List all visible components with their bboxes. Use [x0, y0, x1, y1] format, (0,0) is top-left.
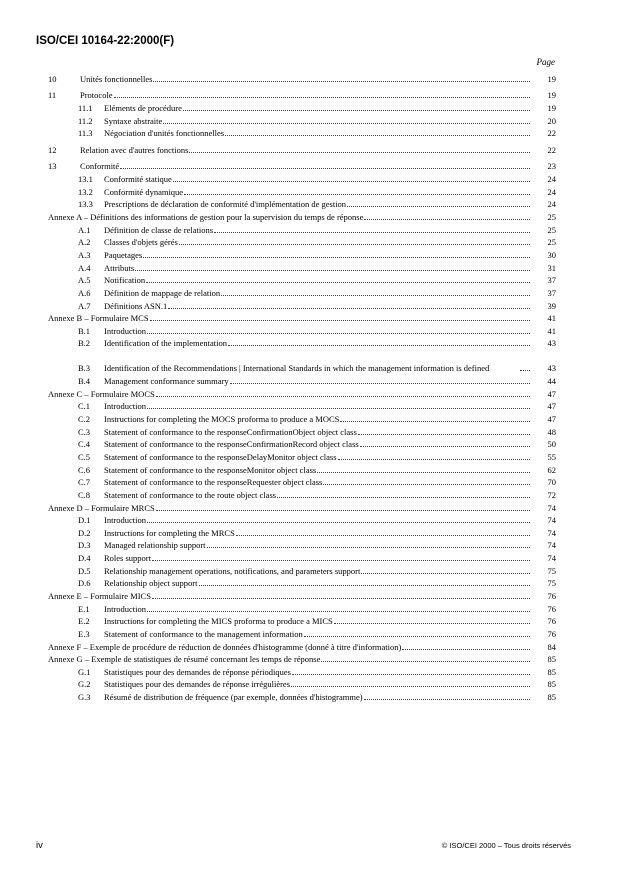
toc-entry-number: 13 — [48, 161, 57, 172]
toc-entry-page: 47 — [547, 401, 556, 412]
toc-entry-number: 13.3 — [78, 199, 93, 210]
toc-entry[interactable] — [48, 374, 556, 387]
dot-leader — [183, 110, 530, 111]
toc-entry-title-wrap — [48, 312, 532, 324]
toc-entry[interactable] — [48, 261, 556, 274]
table-of-contents — [48, 72, 556, 703]
toc-entry-title: Introduction — [104, 325, 147, 336]
dot-leader — [168, 308, 530, 309]
footer-page-number: iv — [36, 840, 43, 851]
toc-entry-title: Statement of conformance to the route object class — [104, 489, 277, 500]
dot-leader — [520, 370, 530, 371]
toc-entry-title: Définitions ASN.1 — [104, 300, 168, 311]
toc-entry-title-wrap — [104, 451, 532, 463]
dot-leader — [292, 674, 530, 675]
toc-entry-title: Instructions for completing the MOCS proforma to produce a MOCS — [104, 414, 340, 425]
toc-entry[interactable] — [48, 514, 556, 527]
toc-entry-number: G.2 — [78, 679, 91, 690]
toc-entry-number: C.8 — [78, 489, 91, 500]
toc-entry-title: Relationship object support — [104, 578, 198, 589]
toc-entry-number: B.1 — [78, 325, 91, 336]
dot-leader — [147, 611, 530, 612]
dot-leader — [338, 459, 531, 460]
toc-entry-title: Conformité — [80, 161, 120, 172]
toc-entry-page: 85 — [547, 692, 556, 703]
dot-leader — [323, 484, 530, 485]
toc-entry-number: 13.2 — [78, 186, 93, 197]
toc-entry-title-wrap — [104, 115, 532, 127]
toc-entry[interactable] — [48, 615, 556, 628]
toc-entry-page: 76 — [547, 616, 556, 627]
dot-leader — [225, 135, 530, 136]
toc-entry[interactable] — [48, 160, 556, 173]
toc-entry-title: Management conformance summary — [104, 376, 229, 387]
toc-entry-title-wrap — [104, 489, 532, 501]
toc-entry[interactable] — [48, 425, 556, 438]
toc-entry-page: 37 — [547, 275, 556, 286]
toc-entry-title-wrap — [104, 127, 532, 139]
toc-entry[interactable] — [48, 185, 556, 198]
footer-copyright: © ISO/CEI 2000 – Tous droits réservés — [441, 841, 571, 850]
toc-entry-title-wrap — [104, 615, 532, 627]
dot-leader — [120, 168, 530, 169]
dot-leader — [152, 560, 530, 561]
toc-entry-page: 48 — [547, 426, 556, 437]
toc-entry-page: 25 — [547, 212, 556, 223]
toc-entry-title: Annexe B – Formulaire MCS — [48, 313, 149, 324]
toc-entry-title-wrap — [80, 73, 532, 85]
dot-leader — [143, 257, 530, 258]
toc-entry-page: 76 — [547, 590, 556, 601]
toc-entry[interactable] — [48, 248, 556, 261]
toc-entry-number: 11.3 — [78, 128, 93, 139]
toc-entry-number: 11.2 — [78, 115, 93, 126]
dot-leader — [135, 270, 530, 271]
toc-entry-title-wrap — [104, 603, 532, 615]
toc-entry-title: Statement of conformance to the responseMonitor object class — [104, 464, 317, 475]
toc-entry-number: A.5 — [78, 275, 91, 286]
toc-entry-title-wrap — [104, 300, 532, 312]
dot-leader — [277, 497, 530, 498]
toc-entry-page: 20 — [547, 115, 556, 126]
toc-entry-title: Instructions for completing the MRCS — [104, 527, 235, 538]
toc-entry-title: Unités fonctionnelles — [80, 73, 153, 84]
toc-entry[interactable] — [48, 274, 556, 287]
toc-entry-number: B.4 — [78, 376, 91, 387]
dot-leader — [334, 623, 530, 624]
toc-entry-title-wrap — [48, 211, 532, 223]
toc-entry-page: 19 — [547, 102, 556, 113]
toc-entry-title-wrap — [104, 691, 532, 703]
toc-entry-title: Statistiques pour des demandes de réponse irrégulières — [104, 679, 291, 690]
dot-leader — [152, 598, 530, 599]
toc-entry[interactable] — [48, 127, 556, 140]
toc-entry-page: 19 — [547, 73, 556, 84]
toc-entry-number: E.1 — [78, 603, 90, 614]
toc-entry-page: 47 — [547, 414, 556, 425]
toc-entry-number: G.3 — [78, 692, 91, 703]
toc-entry-number: C.3 — [78, 426, 91, 437]
toc-entry-title: Définition de mappage de relation — [104, 287, 221, 298]
toc-entry-title-wrap — [48, 641, 532, 653]
toc-entry-title-wrap — [104, 362, 532, 374]
toc-entry-title: Statement of conformance to the responseConfirmationObject object class — [104, 426, 357, 437]
toc-entry[interactable] — [48, 438, 556, 451]
toc-entry-page: 74 — [547, 502, 556, 513]
toc-entry-number: C.6 — [78, 464, 91, 475]
toc-entry-number: E.3 — [78, 628, 90, 639]
toc-entry-page: 70 — [547, 477, 556, 488]
dot-leader — [199, 585, 531, 586]
toc-entry-title-wrap — [104, 527, 532, 539]
toc-entry-title: Statement of conformance to the responseDelayMonitor object class — [104, 451, 337, 462]
toc-entry-page: 84 — [547, 641, 556, 652]
toc-entry[interactable] — [48, 577, 556, 590]
toc-entry-number: B.2 — [78, 338, 91, 349]
toc-entry-title-wrap — [104, 400, 532, 412]
toc-entry-number: A.3 — [78, 249, 91, 260]
toc-entry-title-wrap — [104, 325, 532, 337]
toc-entry-number: 10 — [48, 73, 57, 84]
toc-entry-number: B.3 — [78, 363, 91, 374]
toc-entry[interactable] — [48, 312, 556, 325]
toc-entry-title: Résumé de distribution de fréquence (par exemple, données d'histogramme) — [104, 692, 363, 703]
toc-entry-title: Identification of the implementation — [104, 338, 227, 349]
toc-entry-title-wrap — [48, 590, 532, 602]
toc-entry-number: 11.1 — [78, 102, 93, 113]
toc-entry-title-wrap — [104, 102, 532, 114]
toc-entry-page: 22 — [547, 144, 556, 155]
toc-entry-page: 31 — [547, 262, 556, 273]
toc-entry-page: 25 — [547, 224, 556, 235]
toc-entry-title-wrap — [80, 89, 532, 101]
dot-leader — [153, 81, 530, 82]
toc-entry-title-wrap — [104, 198, 532, 210]
dot-leader — [173, 181, 530, 182]
dot-leader — [221, 295, 530, 296]
toc-entry-title-wrap — [104, 565, 532, 577]
toc-entry-title: Notification — [104, 275, 146, 286]
toc-entry-title: Introduction — [104, 603, 147, 614]
toc-entry-title: Roles support — [104, 553, 151, 564]
toc-entry[interactable] — [48, 72, 556, 85]
toc-entry-title-wrap — [104, 262, 532, 274]
toc-entry-page: 74 — [547, 515, 556, 526]
toc-entry-title: Annexe G – Exemple de statistiques de résumé concernant les temps de réponse — [48, 654, 321, 665]
toc-entry-number: A.1 — [78, 224, 91, 235]
toc-entry-title-wrap — [48, 502, 532, 514]
toc-entry-title: Instructions for completing the MICS proforma to produce a MICS — [104, 616, 333, 627]
toc-entry-number: C.5 — [78, 451, 91, 462]
toc-entry-title: Eléments de procédure — [104, 102, 182, 113]
toc-entry-page: 25 — [547, 237, 556, 248]
toc-entry-page: 85 — [547, 666, 556, 677]
toc-entry-page: 76 — [547, 603, 556, 614]
toc-entry-page: 41 — [547, 325, 556, 336]
dot-leader — [317, 472, 530, 473]
toc-entry-page: 43 — [547, 363, 556, 374]
dot-leader — [150, 320, 530, 321]
dot-leader — [114, 97, 530, 98]
toc-entry-title: Statistiques pour des demandes de réponse périodiques — [104, 666, 291, 677]
dot-leader — [358, 434, 530, 435]
toc-entry-number: E.2 — [78, 616, 90, 627]
toc-entry-number: D.4 — [78, 553, 91, 564]
toc-entry[interactable] — [48, 463, 556, 476]
toc-entry-number: C.7 — [78, 477, 91, 488]
toc-entry-title-wrap — [104, 426, 532, 438]
toc-entry-page: 24 — [547, 174, 556, 185]
toc-entry[interactable] — [48, 299, 556, 312]
toc-entry-title-wrap — [104, 438, 532, 450]
toc-entry-page: 22 — [547, 128, 556, 139]
toc-entry-title: Classes d'objets gérés — [104, 237, 178, 248]
dot-leader — [184, 194, 530, 195]
toc-entry-number: C.1 — [78, 401, 91, 412]
toc-entry-title-wrap — [48, 653, 532, 665]
toc-entry-page: 55 — [547, 451, 556, 462]
toc-entry-page: 19 — [547, 90, 556, 101]
toc-entry[interactable] — [48, 198, 556, 211]
dot-leader — [214, 232, 530, 233]
toc-entry[interactable] — [48, 690, 556, 703]
dot-leader — [189, 152, 530, 153]
dot-leader — [156, 396, 530, 397]
dot-leader — [304, 636, 530, 637]
toc-entry-number: A.6 — [78, 287, 91, 298]
toc-entry-title: Conformité statique — [104, 174, 172, 185]
document-header: ISO/CEI 10164-22:2000(F) — [36, 35, 175, 47]
toc-entry-page: 76 — [547, 628, 556, 639]
toc-entry-title-wrap — [48, 388, 532, 400]
toc-entry-title: Protocole — [80, 90, 113, 101]
toc-entry-title: Identification of the Recommendations | International Standards in which the management information is defined — [104, 363, 490, 374]
dot-leader — [291, 686, 530, 687]
toc-entry-title-wrap — [104, 249, 532, 261]
toc-entry[interactable] — [48, 89, 556, 102]
dot-leader — [364, 699, 530, 700]
toc-entry-page: 74 — [547, 540, 556, 551]
toc-entry-title-wrap — [80, 144, 532, 156]
dot-leader — [236, 535, 530, 536]
toc-entry-title-wrap — [104, 539, 532, 551]
dot-leader — [147, 408, 530, 409]
toc-entry-page: 74 — [547, 553, 556, 564]
toc-entry-page: 39 — [547, 300, 556, 311]
toc-entry-title-wrap — [104, 666, 532, 678]
dot-leader — [207, 547, 530, 548]
toc-entry-title: Annexe D – Formulaire MRCS — [48, 502, 155, 513]
toc-entry-title: Statement of conformance to the responseConfirmationRecord object class — [104, 439, 359, 450]
toc-entry-title: Paquetages — [104, 249, 143, 260]
toc-entry[interactable] — [48, 488, 556, 501]
dot-leader — [361, 573, 530, 574]
toc-entry-page: 47 — [547, 388, 556, 399]
toc-entry-title: Managed relationship support — [104, 540, 206, 551]
dot-leader — [228, 345, 530, 346]
toc-entry-page: 74 — [547, 527, 556, 538]
toc-entry-title: Attributs — [104, 262, 135, 273]
toc-entry-page: 37 — [547, 287, 556, 298]
dot-leader — [321, 661, 530, 662]
toc-entry-title-wrap — [104, 337, 532, 349]
toc-entry-title-wrap — [104, 413, 532, 425]
dot-leader — [147, 522, 530, 523]
toc-entry-title: Relation avec d'autres fonctions — [80, 144, 189, 155]
toc-entry-number: C.2 — [78, 414, 91, 425]
toc-entry[interactable] — [48, 602, 556, 615]
toc-entry[interactable] — [48, 501, 556, 514]
toc-entry-title-wrap — [104, 552, 532, 564]
toc-entry-page: 75 — [547, 565, 556, 576]
toc-entry[interactable] — [48, 589, 556, 602]
toc-entry-page: 85 — [547, 679, 556, 690]
toc-entry-title: Conformité dynamique — [104, 186, 184, 197]
toc-entry-title: Annexe E – Formulaire MICS — [48, 590, 151, 601]
toc-entry[interactable] — [48, 210, 556, 223]
toc-entry-title: Définition de classe de relations — [104, 224, 214, 235]
toc-entry[interactable] — [48, 101, 556, 114]
toc-entry-title: Syntaxe abstraite — [104, 115, 163, 126]
toc-entry-page: 30 — [547, 249, 556, 260]
toc-entry-title-wrap — [80, 160, 532, 172]
toc-entry-page: 72 — [547, 489, 556, 500]
toc-entry-page: 44 — [547, 376, 556, 387]
toc-entry-title-wrap — [104, 464, 532, 476]
toc-entry-number: 12 — [48, 144, 57, 155]
toc-entry-title: Prescriptions de déclaration de conformité d'implémentation de gestion — [104, 199, 347, 210]
toc-entry-number: D.1 — [78, 515, 91, 526]
toc-entry[interactable] — [48, 412, 556, 425]
dot-leader — [402, 649, 530, 650]
toc-entry-number: C.4 — [78, 439, 91, 450]
toc-entry[interactable] — [48, 476, 556, 489]
dot-leader — [347, 206, 530, 207]
toc-entry-title: Statement of conformance to the management information — [104, 628, 303, 639]
toc-entry[interactable] — [48, 665, 556, 678]
toc-entry-number: A.2 — [78, 237, 91, 248]
toc-entry[interactable] — [48, 387, 556, 400]
toc-entry[interactable] — [48, 324, 556, 337]
toc-entry[interactable] — [48, 223, 556, 236]
toc-entry-number: 11 — [48, 90, 57, 101]
toc-entry[interactable] — [48, 236, 556, 249]
toc-entry-page: 24 — [547, 186, 556, 197]
dot-leader — [163, 123, 530, 124]
toc-entry-number: A.4 — [78, 262, 91, 273]
toc-entry[interactable] — [48, 653, 556, 666]
toc-entry-page: 43 — [547, 338, 556, 349]
toc-entry[interactable] — [48, 678, 556, 691]
dot-leader — [146, 282, 530, 283]
toc-entry[interactable] — [48, 400, 556, 413]
toc-entry-title-wrap — [104, 577, 532, 589]
toc-entry[interactable] — [48, 564, 556, 577]
toc-entry-title: Introduction — [104, 515, 147, 526]
toc-entry-number: 13.1 — [78, 174, 93, 185]
toc-entry[interactable] — [48, 450, 556, 463]
toc-entry[interactable] — [48, 640, 556, 653]
toc-entry-number: G.1 — [78, 666, 91, 677]
toc-entry-title-wrap — [104, 274, 532, 286]
dot-leader — [360, 446, 530, 447]
toc-entry-number: D.3 — [78, 540, 91, 551]
toc-entry-title-wrap — [104, 287, 532, 299]
toc-entry[interactable] — [48, 337, 556, 350]
toc-entry-page: 50 — [547, 439, 556, 450]
toc-entry-number: D.2 — [78, 527, 91, 538]
toc-entry-number: A.7 — [78, 300, 91, 311]
toc-entry[interactable] — [48, 551, 556, 564]
toc-entry-title: Négociation d'unités fonctionnelles — [104, 128, 225, 139]
toc-entry-title-wrap — [104, 186, 532, 198]
dot-leader — [230, 383, 530, 384]
toc-entry-page: 23 — [547, 161, 556, 172]
toc-entry-page: 62 — [547, 464, 556, 475]
toc-entry-title: Annexe C – Formulaire MOCS — [48, 388, 155, 399]
toc-entry-number: D.6 — [78, 578, 91, 589]
toc-entry-title: Annexe F – Exemple de procédure de réduction de données d'histogramme (donné à titre d'information) — [48, 641, 402, 652]
toc-entry-page: 24 — [547, 199, 556, 210]
toc-entry-title-wrap — [104, 678, 532, 690]
toc-entry[interactable] — [48, 627, 556, 640]
toc-entry-title-wrap — [104, 173, 532, 185]
toc-entry-title-wrap — [104, 224, 532, 236]
page-column-label: Page — [536, 57, 555, 67]
toc-entry-title: Statement of conformance to the responseRequester object class — [104, 477, 323, 488]
toc-entry-page: 75 — [547, 578, 556, 589]
toc-entry-title: Introduction — [104, 401, 147, 412]
toc-entry[interactable] — [48, 526, 556, 539]
dot-leader — [179, 244, 530, 245]
toc-entry-number: D.5 — [78, 565, 91, 576]
toc-entry[interactable] — [48, 349, 556, 374]
toc-entry-page: 85 — [547, 654, 556, 665]
toc-entry-title-wrap — [104, 375, 532, 387]
toc-entry[interactable] — [48, 114, 556, 127]
toc-entry-title-wrap — [104, 476, 532, 488]
toc-entry-title-wrap — [104, 628, 532, 640]
dot-leader — [340, 421, 530, 422]
toc-entry-title: Relationship management operations, notifications, and parameters support — [104, 565, 361, 576]
toc-entry[interactable] — [48, 172, 556, 185]
dot-leader — [156, 510, 530, 511]
dot-leader — [147, 333, 530, 334]
toc-entry-title-wrap — [104, 514, 532, 526]
dot-leader — [364, 219, 530, 220]
toc-entry-title: Annexe A – Définitions des informations de gestion pour la supervision du temps de réponse — [48, 212, 364, 223]
toc-entry-page: 41 — [547, 313, 556, 324]
toc-entry-title-wrap — [104, 236, 532, 248]
toc-entry[interactable] — [48, 286, 556, 299]
toc-entry[interactable] — [48, 539, 556, 552]
toc-entry[interactable] — [48, 143, 556, 156]
